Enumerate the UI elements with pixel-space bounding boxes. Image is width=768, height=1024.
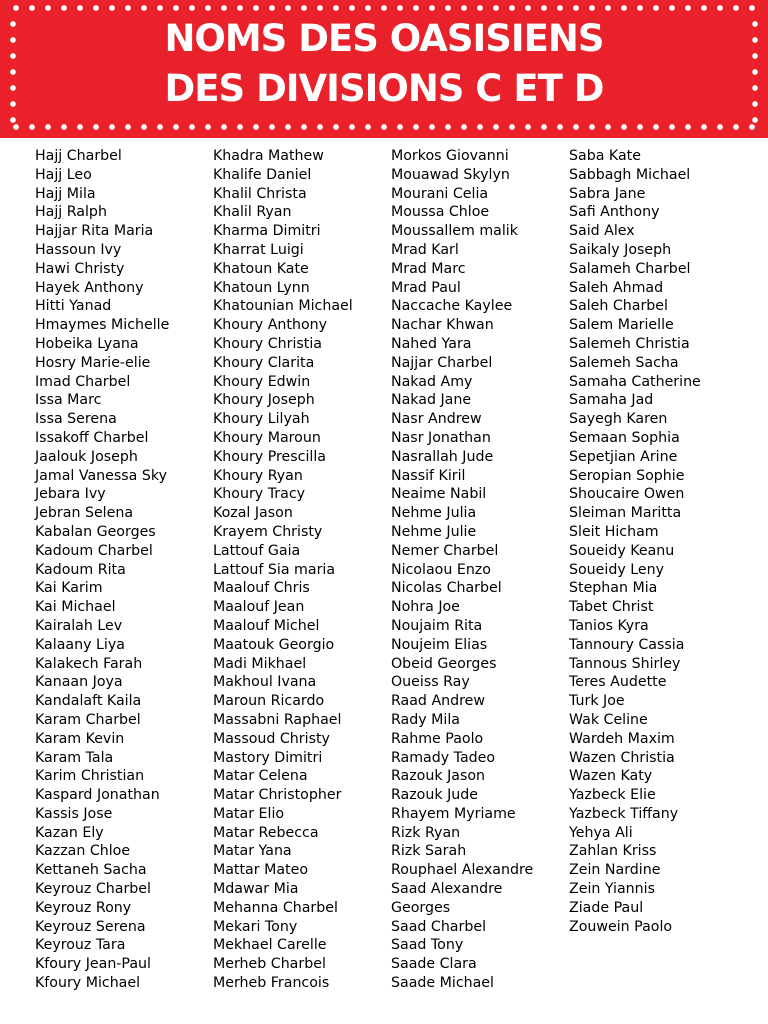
name-list-item: Saleh Charbel — [569, 298, 668, 315]
name-list-item: Khoury Ryan — [213, 467, 303, 484]
name-list-item: Tannoury Cassia — [569, 636, 685, 653]
name-list-item: Maalouf Chris — [213, 580, 310, 597]
name-list-item: Mrad Paul — [391, 279, 461, 296]
name-list-item: Khoury Edwin — [213, 373, 311, 390]
name-list-item: Sleit Hicham — [569, 523, 659, 540]
name-list-item: Kalakech Farah — [35, 655, 143, 672]
name-list-item: Hajj Ralph — [35, 204, 107, 221]
name-list-item: Salameh Charbel — [569, 260, 691, 277]
name-list-item: Teres Audette — [569, 674, 667, 691]
name-list-item: Sepetjian Arine — [569, 448, 678, 465]
name-column-3 — [391, 147, 533, 993]
name-list-columns — [0, 147, 768, 1017]
name-list-item: Kharma Dimitri — [213, 223, 321, 240]
name-list-item: Khatoun Kate — [213, 260, 309, 277]
name-list-item: Zahlan Kriss — [569, 843, 657, 860]
name-list-item: Nassif Kiril — [391, 467, 466, 484]
name-list-item: Maalouf Jean — [213, 599, 305, 616]
name-list-item: Maalouf Michel — [213, 617, 320, 634]
name-list-item: Sleiman Maritta — [569, 505, 682, 522]
name-list-item: Saba Kate — [569, 148, 641, 164]
name-column-4 — [569, 147, 701, 936]
name-list-item: Hmaymes Michelle — [35, 317, 170, 334]
name-list-item: Khatounian Michael — [213, 298, 353, 315]
name-list-item: Keyrouz Tara — [35, 937, 126, 954]
name-list-item: Wardeh Maxim — [569, 730, 675, 747]
name-list-item: Zouwein Paolo — [569, 918, 673, 935]
name-list-item: Tannous Shirley — [569, 655, 681, 672]
name-list-item: Yazbeck Elie — [569, 787, 656, 804]
name-list-item: Kandalaft Kaila — [35, 693, 142, 710]
name-column-2 — [213, 147, 353, 993]
name-list-item: Kharrat Luigi — [213, 241, 304, 258]
name-list-item: Semaan Sophia — [569, 429, 680, 446]
name-list-item: Rizk Sarah — [391, 843, 467, 860]
name-list-item: Saikaly Joseph — [569, 241, 672, 258]
name-list-item: Safi Anthony — [569, 204, 660, 221]
name-list-item: Neaime Nabil — [391, 486, 487, 503]
name-list-item: Karam Tala — [35, 749, 114, 766]
name-list-item: Hajj Charbel — [35, 148, 122, 164]
name-list-item: Hobeika Lyana — [35, 335, 139, 352]
name-list-item: Said Alex — [569, 223, 635, 240]
name-list-item: Wazen Katy — [569, 768, 653, 785]
name-list-item: Kanaan Joya — [35, 674, 123, 691]
name-list-item: Matar Christopher — [213, 787, 342, 804]
name-list-item: Yazbeck Tiffany — [569, 805, 679, 822]
name-list-item: Jamal Vanessa Sky — [35, 467, 167, 484]
name-list-item: Massabni Raphael — [213, 711, 342, 728]
name-list-item: Zein Yiannis — [569, 881, 656, 898]
name-list-item: Morkos Giovanni — [391, 148, 509, 164]
name-list-item: Mekari Tony — [213, 918, 298, 935]
name-list-item: Seropian Sophie — [569, 467, 685, 484]
name-list-item: Madi Mikhael — [213, 655, 307, 672]
name-list-item: Kai Michael — [35, 599, 116, 616]
name-list-item: Kai Karim — [35, 580, 103, 597]
name-list-item: Ramady Tadeo — [391, 749, 496, 766]
page-title — [0, 14, 768, 114]
name-list-item: Makhoul Ivana — [213, 674, 317, 691]
name-list-item: Georges — [391, 899, 451, 916]
name-list-item: Massoud Christy — [213, 730, 330, 747]
header-banner — [0, 0, 768, 138]
name-list-item: Kazzan Chloe — [35, 843, 131, 860]
name-list-item: Oueiss Ray — [391, 674, 470, 691]
name-list-item: Hajj Leo — [35, 166, 92, 183]
title-line-1: NOMS DES OASISIENS — [164, 17, 604, 60]
name-list-item: Rahme Paolo — [391, 730, 484, 747]
name-list-item: Keyrouz Serena — [35, 918, 146, 935]
name-list-item: Mehanna Charbel — [213, 899, 338, 916]
name-list-item: Razouk Jason — [391, 768, 486, 785]
name-list-item: Sabra Jane — [569, 185, 646, 202]
name-list-item: Hajjar Rita Maria — [35, 223, 154, 240]
name-list-item: Zein Nardine — [569, 862, 661, 879]
name-list-item: Issa Marc — [35, 392, 102, 409]
name-list-item: Khalil Ryan — [213, 204, 292, 221]
name-list-item: Nahed Yara — [391, 335, 472, 352]
name-list-item: Moussallem malik — [391, 223, 518, 240]
name-list-item: Sabbagh Michael — [569, 166, 691, 183]
name-list-item: Najjar Charbel — [391, 354, 493, 371]
name-list-item: Kadoum Charbel — [35, 542, 153, 559]
name-list-item: Kozal Jason — [213, 505, 293, 522]
name-list-item: Maroun Ricardo — [213, 693, 325, 710]
name-list-item: Rouphael Alexandre — [391, 862, 534, 879]
name-list-item: Kassis Jose — [35, 805, 113, 822]
name-list-item: Issa Serena — [35, 411, 117, 428]
name-list-item: Nehme Julia — [391, 505, 477, 522]
name-list-item: Tabet Christ — [569, 599, 654, 616]
name-list-item: Mrad Karl — [391, 241, 459, 258]
name-list-item: Lattouf Sia maria — [213, 561, 336, 578]
name-list-item: Imad Charbel — [35, 373, 131, 390]
name-list-item: Mdawar Mia — [213, 881, 299, 898]
name-list-item: Krayem Christy — [213, 523, 323, 540]
name-list-item: Hosry Marie-elie — [35, 354, 151, 371]
name-list-item: Saleh Ahmad — [569, 279, 664, 296]
name-list-item: Khoury Prescilla — [213, 448, 326, 465]
name-list-item: Kabalan Georges — [35, 523, 156, 540]
name-list-item: Nakad Amy — [391, 373, 473, 390]
name-list-item: Salem Marielle — [569, 317, 674, 334]
name-list-item: Saad Alexandre — [391, 881, 503, 898]
name-list-item: Keyrouz Rony — [35, 899, 132, 916]
name-list-item: Hajj Mila — [35, 185, 96, 202]
name-list-item: Jaalouk Joseph — [35, 448, 138, 465]
name-list-item: Samaha Jad — [569, 392, 654, 409]
name-list-item: Wazen Christia — [569, 749, 675, 766]
name-list-item: Nasr Jonathan — [391, 429, 491, 446]
name-list-item: Maatouk Georgio — [213, 636, 335, 653]
name-list-item: Matar Celena — [213, 768, 308, 785]
name-list-item: Saade Clara — [391, 956, 477, 973]
name-list-item: Mouawad Skylyn — [391, 166, 510, 183]
name-column-1 — [35, 147, 169, 993]
name-list-item: Karam Kevin — [35, 730, 125, 747]
name-list-item: Nakad Jane — [391, 392, 472, 409]
name-list-item: Saad Charbel — [391, 918, 487, 935]
name-list-item: Rady Mila — [391, 711, 460, 728]
name-list-item: Soueidy Leny — [569, 561, 665, 578]
name-list-item: Tanios Kyra — [569, 617, 649, 634]
name-list-item: Karim Christian — [35, 768, 145, 785]
name-list-item: Khoury Christia — [213, 335, 322, 352]
name-list-item: Hawi Christy — [35, 260, 125, 277]
name-list-item: Khatoun Lynn — [213, 279, 310, 296]
name-list-item: Nicolas Charbel — [391, 580, 502, 597]
name-list-item: Kairalah Lev — [35, 617, 123, 634]
name-list-item: Obeid Georges — [391, 655, 497, 672]
name-list-item: Razouk Jude — [391, 787, 478, 804]
name-list-item: Hitti Yanad — [35, 298, 112, 315]
name-list-item: Khoury Clarita — [213, 354, 315, 371]
name-list-item: Soueidy Keanu — [569, 542, 675, 559]
name-list-item: Jebran Selena — [35, 505, 134, 522]
name-list-item: Lattouf Gaia — [213, 542, 301, 559]
name-list-item: Kfoury Michael — [35, 975, 141, 992]
banner-dot-border-bottom — [8, 124, 760, 130]
name-list-item: Khoury Tracy — [213, 486, 306, 503]
name-list-item: Matar Rebecca — [213, 824, 319, 841]
name-list-item: Nemer Charbel — [391, 542, 499, 559]
name-list-item: Khalil Christa — [213, 185, 307, 202]
name-list-item: Nasrallah Jude — [391, 448, 494, 465]
name-list-item: Sayegh Karen — [569, 411, 668, 428]
name-list-item: Khoury Maroun — [213, 429, 321, 446]
name-list-item: Merheb Charbel — [213, 956, 326, 973]
name-list-item: Nasr Andrew — [391, 411, 482, 428]
name-list-item: Rizk Ryan — [391, 824, 461, 841]
name-list-item: Kfoury Jean-Paul — [35, 956, 151, 973]
name-list-item: Raad Andrew — [391, 693, 486, 710]
name-list-item: Khoury Joseph — [213, 392, 315, 409]
name-list-item: Mrad Marc — [391, 260, 466, 277]
name-list-item: Kadoum Rita — [35, 561, 126, 578]
name-list-item: Issakoff Charbel — [35, 429, 149, 446]
name-list-item: Noujeim Elias — [391, 636, 488, 653]
name-list-item: Mekhael Carelle — [213, 937, 327, 954]
name-list-item: Moussa Chloe — [391, 204, 490, 221]
name-list-item: Nicolaou Enzo — [391, 561, 491, 578]
name-list-item: Kazan Ely — [35, 824, 104, 841]
name-list-item: Saade Michael — [391, 975, 494, 992]
name-list-item: Shoucaire Owen — [569, 486, 685, 503]
name-list-item: Ziade Paul — [569, 899, 644, 916]
name-list-item: Nachar Khwan — [391, 317, 494, 334]
banner-dot-border-top — [8, 5, 760, 11]
name-list-item: Rhayem Myriame — [391, 805, 516, 822]
name-list-item: Khoury Anthony — [213, 317, 328, 334]
name-list-item: Matar Elio — [213, 805, 285, 822]
name-list-item: Karam Charbel — [35, 711, 141, 728]
name-list-item: Samaha Catherine — [569, 373, 701, 390]
name-list-item: Nehme Julie — [391, 523, 477, 540]
name-list-item: Merheb Francois — [213, 975, 330, 992]
name-list-item: Matar Yana — [213, 843, 292, 860]
name-list-item: Wak Celine — [569, 711, 648, 728]
name-list-item: Salemeh Sacha — [569, 354, 679, 371]
name-list-item: Khalife Daniel — [213, 166, 312, 183]
name-list-item: Hassoun Ivy — [35, 241, 122, 258]
name-list-item: Mattar Mateo — [213, 862, 309, 879]
name-list-item: Hayek Anthony — [35, 279, 144, 296]
name-list-item: Kalaany Liya — [35, 636, 125, 653]
name-list-item: Mastory Dimitri — [213, 749, 323, 766]
name-list-item: Naccache Kaylee — [391, 298, 513, 315]
name-list-item: Kettaneh Sacha — [35, 862, 147, 879]
name-list-item: Stephan Mia — [569, 580, 658, 597]
name-list-item: Jebara Ivy — [35, 486, 106, 503]
name-list-item: Kaspard Jonathan — [35, 787, 160, 804]
name-list-item: Salemeh Christia — [569, 335, 690, 352]
name-list-item: Saad Tony — [391, 937, 464, 954]
name-list-item: Yehya Ali — [569, 824, 633, 841]
title-line-2: DES DIVISIONS C ET D — [164, 67, 604, 110]
name-list-item: Nohra Joe — [391, 599, 460, 616]
name-list-item: Turk Joe — [569, 693, 625, 710]
name-list-item: Keyrouz Charbel — [35, 881, 151, 898]
name-list-item: Noujaim Rita — [391, 617, 483, 634]
name-list-item: Khadra Mathew — [213, 148, 324, 164]
name-list-item: Mourani Celia — [391, 185, 489, 202]
name-list-item: Khoury Lilyah — [213, 411, 310, 428]
